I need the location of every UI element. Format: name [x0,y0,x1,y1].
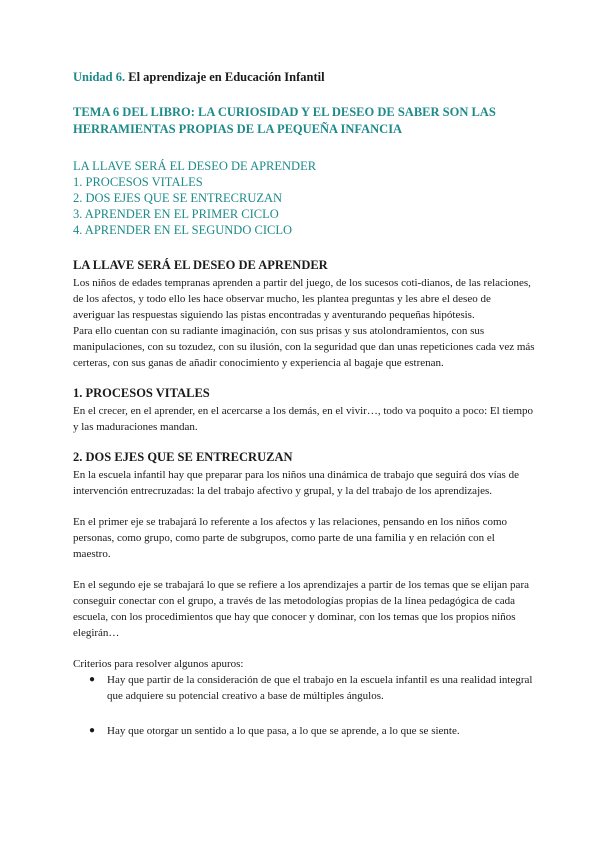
toc-item: LA LLAVE SERÁ EL DESEO DE APRENDER [73,159,317,173]
spacer [73,562,535,577]
section-heading: 2. DOS EJES QUE SE ENTRECRUZAN [73,450,293,464]
section-heading: 1. PROCESOS VITALES [73,386,210,400]
tema-heading: TEMA 6 DEL LIBRO: LA CURIOSIDAD Y EL DESEO DE SABER SON LAS HERRAMIENTAS PROPIAS DE LA PEQUEÑA INFANCIA [73,105,496,136]
unit-name: El aprendizaje en Educación Infantil [128,70,325,84]
section-llave [73,257,535,371]
section-procesos [73,385,535,435]
spacer [73,641,535,656]
section-ejes [73,449,535,739]
unit-number: Unidad 6. [73,70,126,84]
spacer [73,499,535,514]
page-content [73,70,535,739]
bullet-icon: ● [89,674,96,685]
paragraph: Para ello cuentan con su radiante imaginación, con sus prisas y sus atolondramientos, con sus manipulaciones, con su tozudez, con su ilusión, con la seguridad que dan unas repeticiones cada vez más certeras, con sus ganas de añadir conocimiento y experiencia al bagaje que estrenan. [73,325,535,369]
bullet-icon: ● [89,725,96,736]
list-item [73,672,535,704]
list-item [73,723,535,739]
unit-title [73,70,535,85]
list-item-text: Hay que partir de la consideración de que el trabajo en la escuela infantil es una realidad integral que adquiere su potencial creativo a base de múltiples ángulos. [107,674,533,702]
paragraph: En el crecer, en el aprender, en el acercarse a los demás, en el vivir…, todo va poquito a poco: El tiempo y las maduraciones mandan. [73,405,534,433]
toc-item: 2. DOS EJES QUE SE ENTRECRUZAN [73,191,283,205]
paragraph: Los niños de edades tempranas aprenden a partir del juego, de los sucesos coti-dianos, de las relaciones, de los afectos, y todo ello les hace observar mucho, les plantea preguntas y les abre el deseo de averiguar las respuestas siguiendo las pistas encontradas y aventurando pequeñas hipótesis. [73,277,531,321]
toc-item: 4. APRENDER EN EL SEGUNDO CICLO [73,223,292,237]
table-of-contents [73,158,535,238]
section-heading: LA LLAVE SERÁ EL DESEO DE APRENDER [73,258,328,272]
list-item-text: Hay que otorgar un sentido a lo que pasa, a lo que se aprende, a lo que se siente. [107,725,460,737]
criteria-intro: Criterios para resolver algunos apuros: [73,658,244,670]
toc-item: 3. APRENDER EN EL PRIMER CICLO [73,207,279,221]
paragraph: En el primer eje se trabajará lo referente a los afectos y las relaciones, pensando en los niños como personas, como grupo, como parte de subgrupos, como parte de una familia y en relación con el maestro. [73,516,508,560]
paragraph: En la escuela infantil hay que preparar para los niños una dinámica de trabajo que seguirá dos vías de intervención entrecruzadas: la del trabajo afectivo y grupal, y la del trabajo de los aprendizajes. [73,469,519,497]
toc-item: 1. PROCESOS VITALES [73,175,203,189]
paragraph: En el segundo eje se trabajará lo que se refiere a los aprendizajes a partir de los temas que se elijan para conseguir conectar con el grupo, a través de las metodologías propias de la línea pedagógica de cada escuela, con los procedimientos que hay que conocer y dominar, con los temas que los propios niños elegirán… [73,579,529,639]
spacer [73,435,535,449]
spacer [73,371,535,385]
criteria-list [73,672,535,739]
